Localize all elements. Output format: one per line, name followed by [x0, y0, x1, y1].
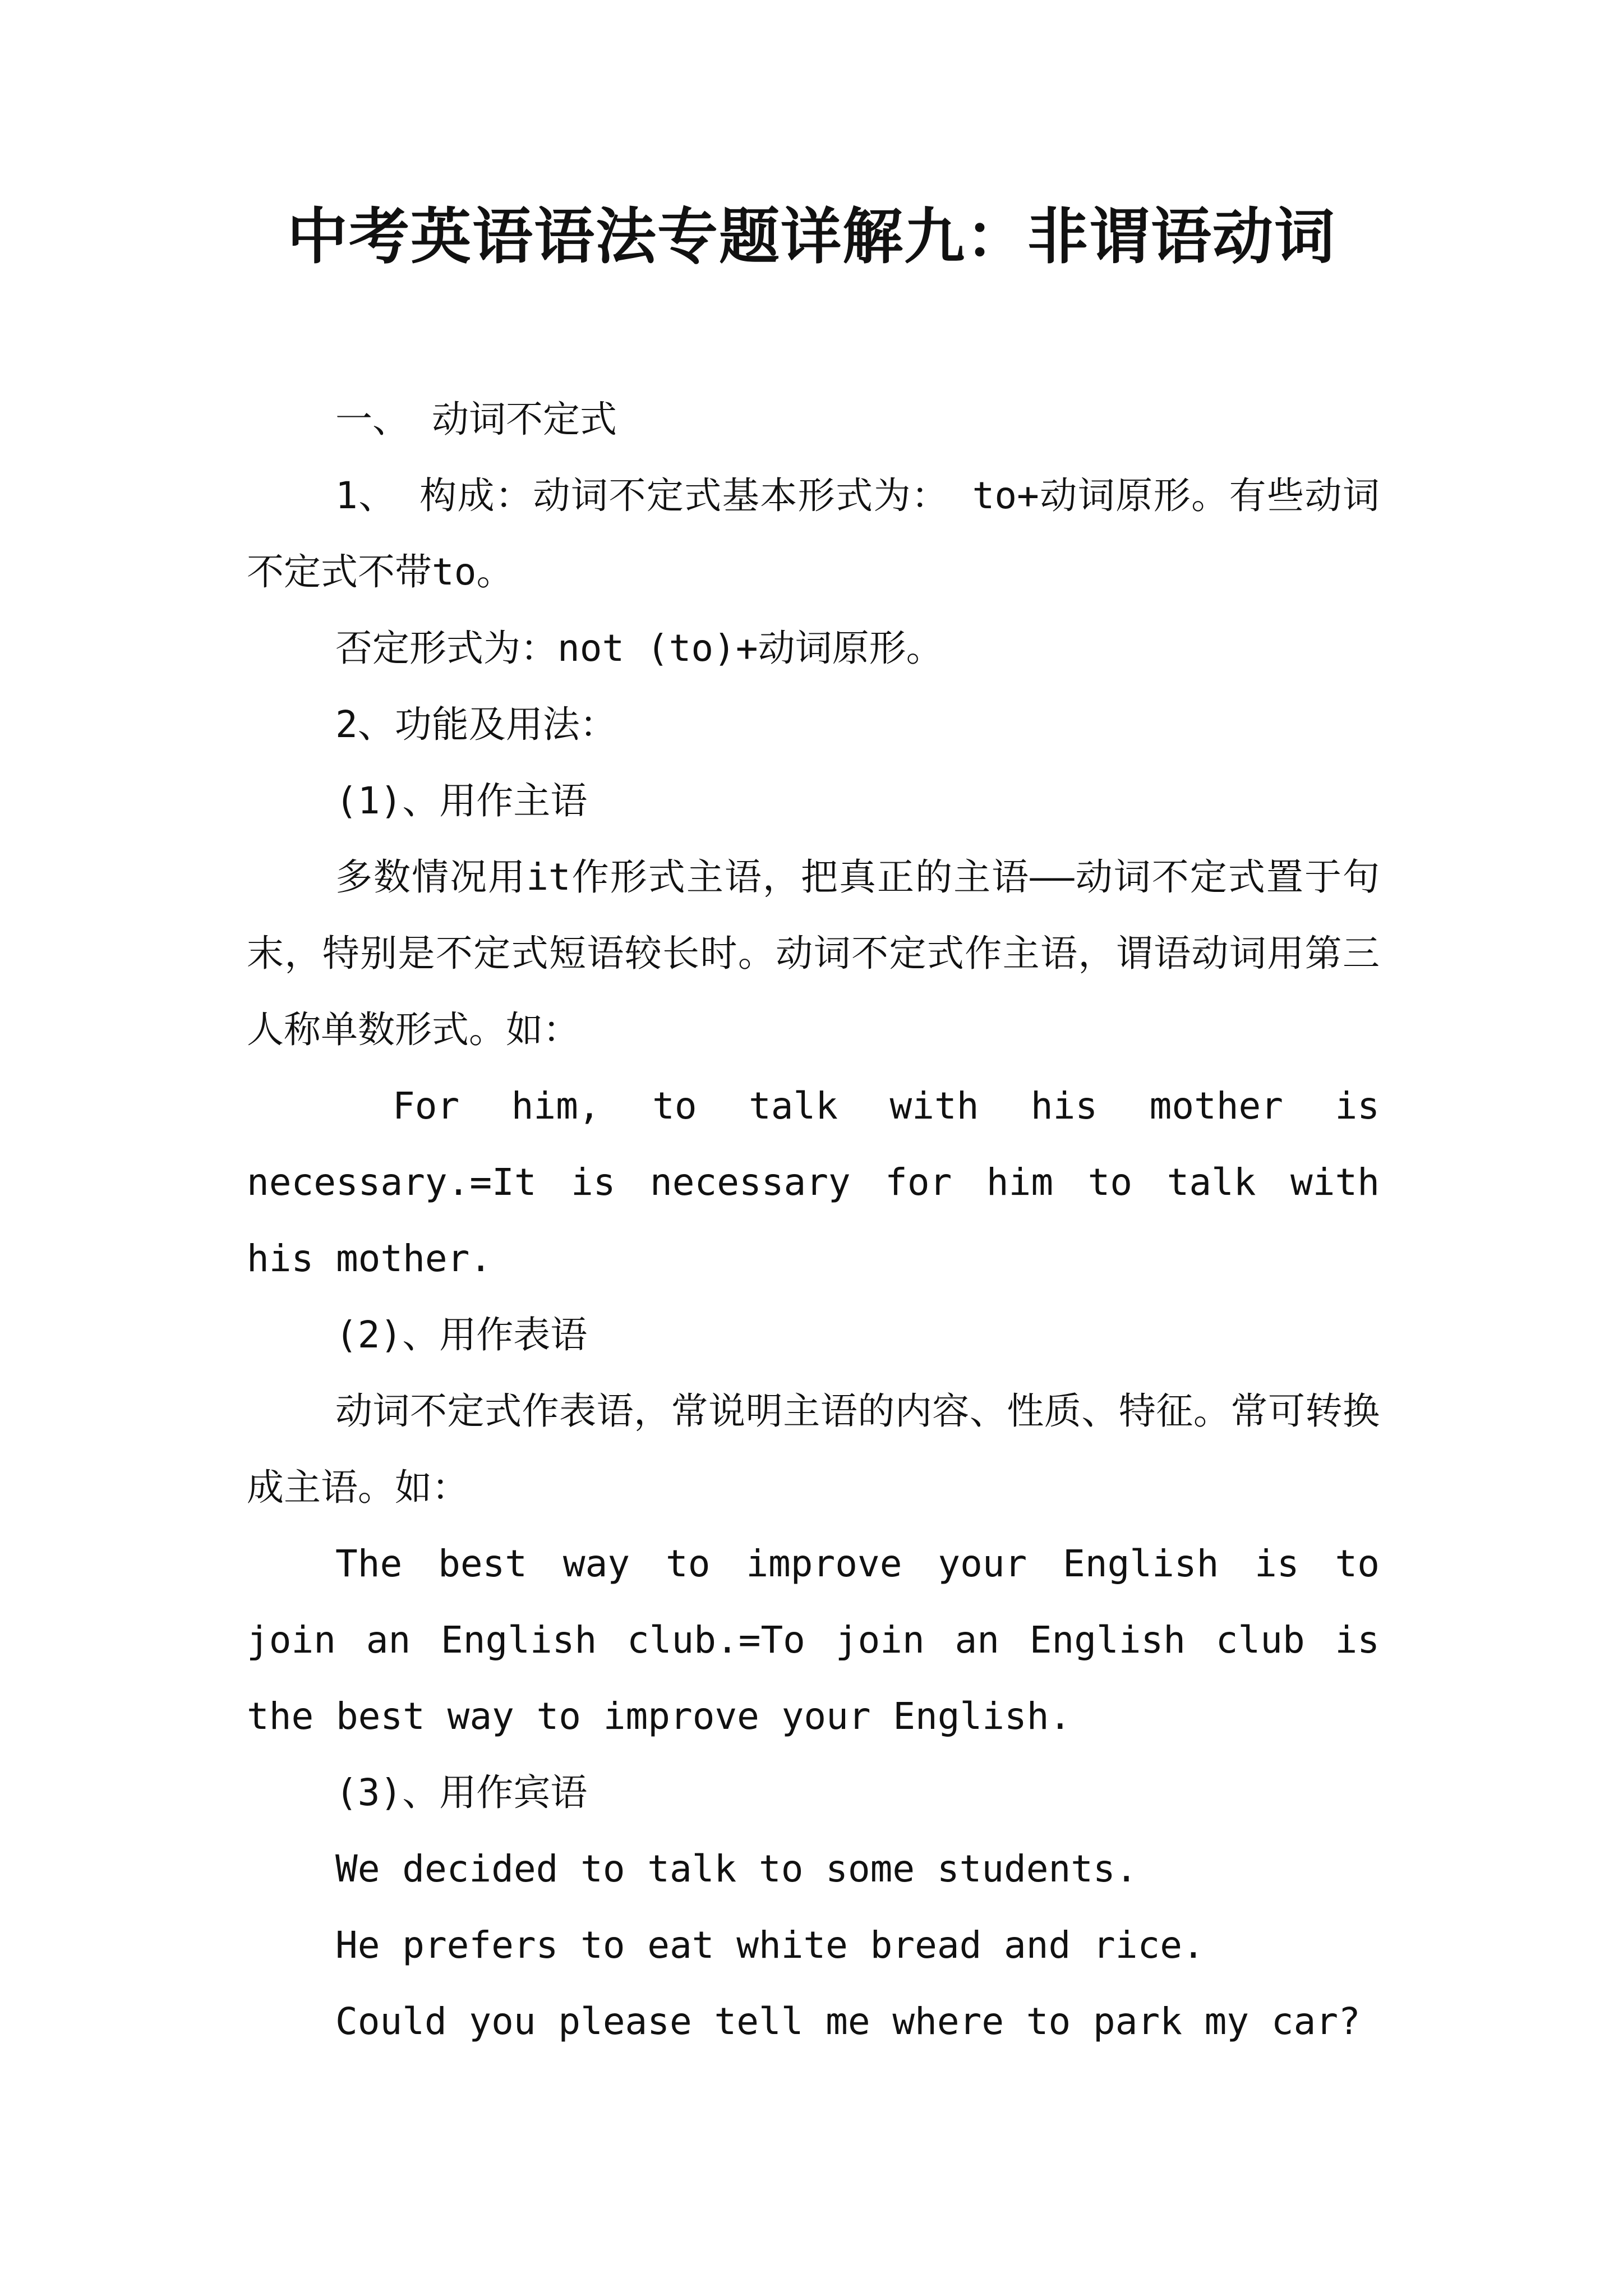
example-object-2: He prefers to eat white bread and rice. [335, 1924, 1205, 1967]
paragraph-negative-form: 否定形式为：not (to)+动词原形。 [335, 627, 943, 670]
paragraph-predicative-usage: 动词不定式作表语，常说明主语的内容、性质、特征。常可转换成主语。如： [247, 1389, 1380, 1509]
example-predicative: The best way to improve your English is to join an English club.=To join an English club is the best way to improve your English. [247, 1542, 1380, 1738]
example-object-3: Could you please tell me where to park my car? [335, 2000, 1361, 2043]
paragraph-subject-usage: 多数情况用it作形式主语，把真正的主语——动词不定式置于句末，特别是不定式短语较长时。动词不定式作主语，谓语动词用第三人称单数形式。如： [247, 855, 1380, 1051]
subheading-predicative: (2)、用作表语 [335, 1313, 588, 1356]
paragraph-functions-heading: 2、功能及用法： [335, 703, 617, 746]
document-title: 中考英语语法专题详解九：非谓语动词 [287, 201, 1336, 272]
paragraph-composition-number: 1、 [335, 474, 396, 517]
paragraph-composition [247, 458, 1380, 610]
example-subject: For him, to talk with his mother is necessary.=It is necessary for him to talk with his mother. [247, 1084, 1380, 1280]
section-heading-number: 一、 [335, 398, 409, 441]
document-body [247, 381, 1380, 2060]
paragraph-composition-text: 构成：动词不定式基本形式为： to+动词原形。有些动词不定式不带to。 [247, 474, 1380, 593]
section-heading-text: 动词不定式 [432, 398, 617, 441]
subheading-subject: (1)、用作主语 [335, 779, 588, 822]
subheading-object: (3)、用作宾语 [335, 1771, 588, 1814]
section-heading [247, 381, 1380, 458]
example-object-1: We decided to talk to some students. [335, 1847, 1138, 1890]
